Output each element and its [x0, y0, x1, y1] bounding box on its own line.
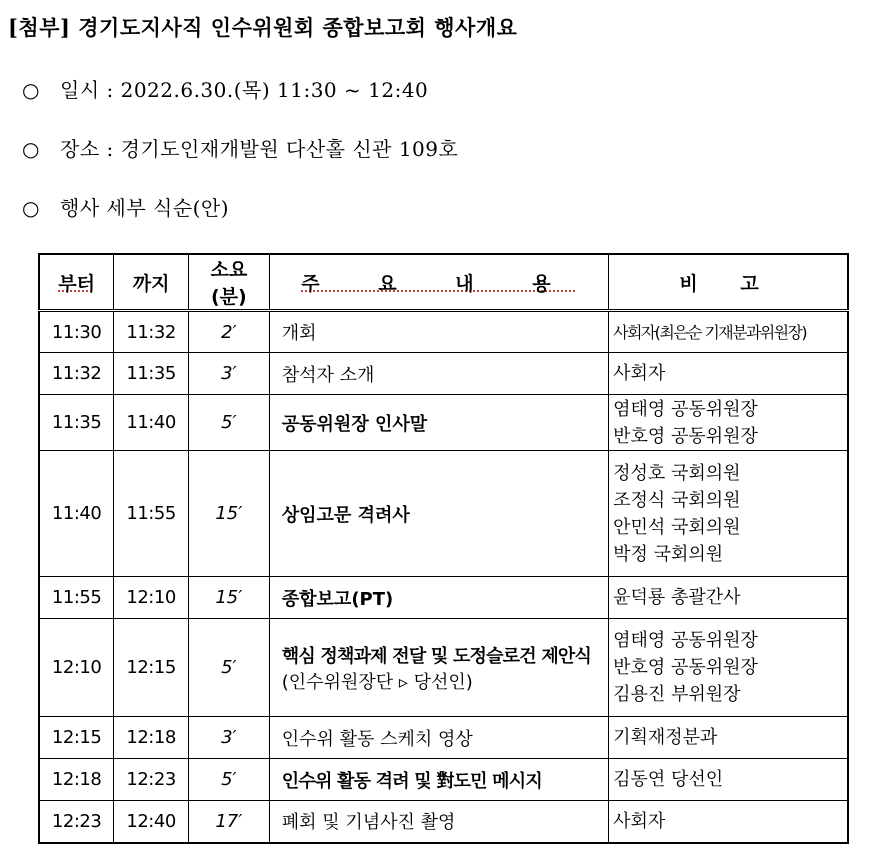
table-row — [39, 577, 848, 619]
bullet-location — [22, 133, 458, 162]
note-line: 사회자 — [613, 810, 666, 832]
document-title: [첨부] 경기도지사직 인수위원회 종합보고회 행사개요 — [8, 15, 518, 40]
content-title: 핵심 정책과제 전달 및 도정슬로건 제안식 — [281, 645, 592, 667]
cell-from: 11:55 — [39, 577, 114, 619]
note-line: 정성호 국회의원 — [613, 462, 741, 484]
header-to: 까지 — [114, 254, 189, 311]
note-line: 김동연 당선인 — [613, 769, 724, 790]
table-row — [39, 451, 848, 577]
note-line: 윤덕룡 총괄간사 — [613, 587, 741, 608]
cell-note — [609, 717, 848, 759]
table-row — [39, 759, 848, 801]
cell-from: 12:15 — [39, 717, 114, 759]
cell-note — [609, 577, 848, 619]
content-title: 인수위 활동 격려 및 對도민 메시지 — [281, 770, 542, 792]
cell-from: 12:23 — [39, 801, 114, 843]
cell-note — [609, 619, 848, 717]
header-from: 부터 — [39, 254, 114, 311]
cell-to: 11:32 — [114, 311, 189, 353]
cell-content — [269, 577, 608, 619]
table-row — [39, 717, 848, 759]
note-line: 사회자(최은순 기재분과위원장) — [613, 322, 807, 342]
note-line: 조정식 국회의원 — [613, 489, 741, 511]
cell-content — [269, 395, 608, 451]
cell-content — [269, 311, 608, 353]
cell-note — [609, 353, 848, 395]
table-row — [39, 619, 848, 717]
cell-duration: 5′ — [188, 619, 269, 717]
cell-content — [269, 759, 608, 801]
bullet-text: 장소 : 경기도인재개발원 다산홀 신관 109호 — [60, 137, 459, 161]
note-line: 안민석 국회의원 — [613, 516, 741, 538]
bullet-datetime — [22, 74, 428, 103]
table-row — [39, 395, 848, 451]
content-title: 인수위 활동 스케치 영상 — [281, 728, 473, 750]
schedule-table — [38, 253, 849, 844]
cell-from: 11:32 — [39, 353, 114, 395]
cell-duration: 2′ — [188, 311, 269, 353]
content-subtitle: (인수위원장단 ▹ 당선인) — [281, 671, 473, 693]
note-line: 사회자 — [613, 363, 666, 384]
cell-note — [609, 395, 848, 451]
table-row — [39, 311, 848, 353]
cell-content — [269, 619, 608, 717]
cell-to: 12:10 — [114, 577, 189, 619]
bullet-circle-icon: ○ — [22, 196, 40, 220]
cell-duration: 5′ — [188, 395, 269, 451]
content-title: 폐회 및 기념사진 촬영 — [281, 812, 456, 834]
note-line: 기획재정분과 — [613, 727, 718, 748]
cell-to: 11:40 — [114, 395, 189, 451]
note-line: 박정 국회의원 — [613, 543, 724, 565]
cell-content — [269, 451, 608, 577]
content-title: 공동위원장 인사말 — [281, 413, 428, 435]
cell-to: 11:55 — [114, 451, 189, 577]
table-row — [39, 353, 848, 395]
cell-content — [269, 353, 608, 395]
bullet-program — [22, 192, 229, 221]
cell-content — [269, 717, 608, 759]
cell-from: 12:10 — [39, 619, 114, 717]
bullet-text: 일시 : 2022.6.30.(목) 11:30 ~ 12:40 — [60, 78, 429, 102]
cell-to: 12:40 — [114, 801, 189, 843]
cell-duration: 15′ — [188, 451, 269, 577]
bullet-text: 행사 세부 식순(안) — [60, 196, 230, 220]
cell-content — [269, 801, 608, 843]
cell-note — [609, 801, 848, 843]
cell-from: 11:30 — [39, 311, 114, 353]
note-line: 염태영 공동위원장 — [613, 630, 758, 651]
note-line: 김용진 부위원장 — [613, 684, 741, 705]
cell-from: 11:40 — [39, 451, 114, 577]
cell-note — [609, 451, 848, 577]
note-line: 반호영 공동위원장 — [613, 657, 758, 678]
cell-duration: 3′ — [188, 717, 269, 759]
cell-from: 12:18 — [39, 759, 114, 801]
bullet-circle-icon: ○ — [22, 78, 40, 102]
cell-to: 12:23 — [114, 759, 189, 801]
header-content: 주 요 내 용 — [269, 254, 608, 311]
table-row — [39, 801, 848, 843]
header-note: 비 고 — [609, 254, 848, 311]
content-title: 참석자 소개 — [281, 364, 375, 386]
cell-duration: 15′ — [188, 577, 269, 619]
note-line: 염태영 공동위원장 — [613, 398, 758, 420]
table-header-row — [39, 254, 848, 311]
content-title: 종합보고(PT) — [281, 588, 394, 610]
cell-duration: 5′ — [188, 759, 269, 801]
cell-duration: 3′ — [188, 353, 269, 395]
cell-from: 11:35 — [39, 395, 114, 451]
note-line: 반호영 공동위원장 — [613, 425, 758, 447]
cell-note — [609, 311, 848, 353]
content-title: 개회 — [281, 323, 317, 344]
bullet-circle-icon: ○ — [22, 137, 40, 161]
cell-duration: 17′ — [188, 801, 269, 843]
header-duration: 소요(분) — [188, 254, 269, 311]
cell-note — [609, 759, 848, 801]
cell-to: 12:18 — [114, 717, 189, 759]
cell-to: 12:15 — [114, 619, 189, 717]
cell-to: 11:35 — [114, 353, 189, 395]
content-title: 상임고문 격려사 — [281, 504, 410, 526]
